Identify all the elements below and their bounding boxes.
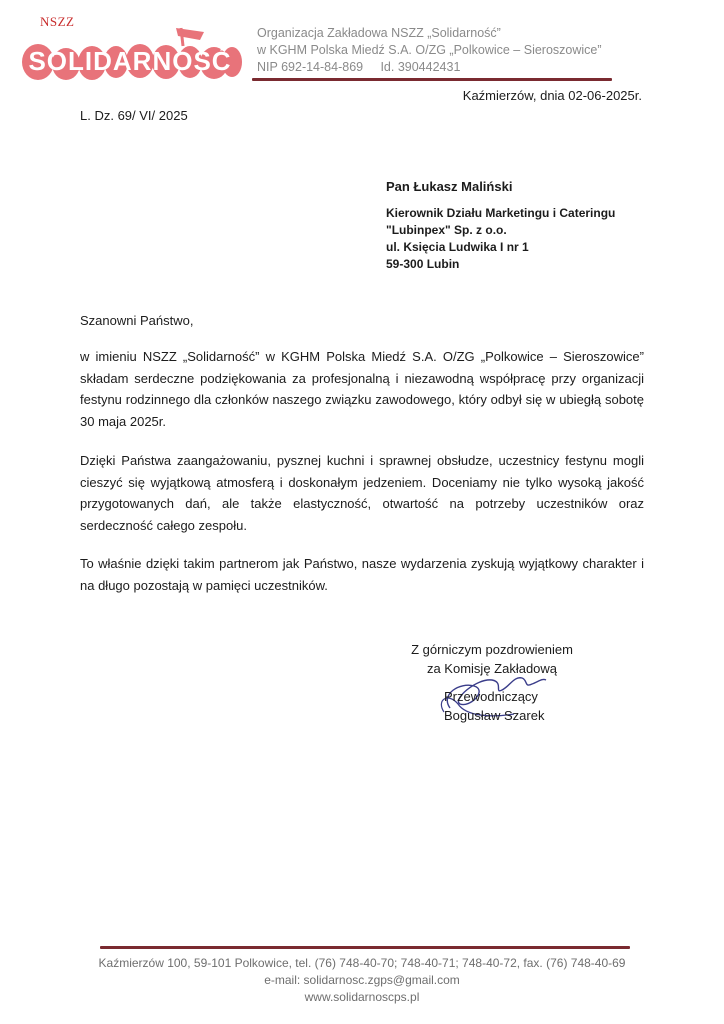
organization-info [257,25,602,76]
org-line: Organizacja Zakładowa NSZZ „Solidarność” [257,26,501,40]
signer-title: Przewodniczący [444,689,538,704]
org-line: w KGHM Polska Miedź S.A. O/ZG „Polkowice – Sieroszowice” [257,43,602,57]
footer-divider [100,946,630,949]
logo-nszz-text: NSZZ [40,14,75,29]
org-line: NIP 692-14-84-869 Id. 390442431 [257,60,461,74]
footer-email: e-mail: solidarnosc.zgps@gmail.com [264,973,460,987]
footer [0,955,724,1006]
reference-number: L. Dz. 69/ VI/ 2025 [80,108,188,123]
recipient-line: "Lubinpex" Sp. z o.o. [386,223,507,237]
closing-line: za Komisję Zakładową [426,661,558,676]
recipient-name: Pan Łukasz Maliński [386,179,513,194]
recipient-block [386,178,615,273]
header-divider [252,78,612,81]
signer-block [444,687,544,725]
solidarnosc-logo [18,24,243,86]
recipient-line: ul. Księcia Ludwika I nr 1 [386,240,529,254]
date-line: Kaźmierzów, dnia 02-06-2025r. [462,88,642,103]
svg-text:SOLIDARNOŚĆ: SOLIDARNOŚĆ [28,46,232,76]
body-paragraph: Dzięki Państwa zaangażowaniu, pysznej kuchni i sprawnej obsłudze, uczestnicy festynu mogli cieszyć się wyjątkową atmosferą i doskonałym jedzeniem. Doceniamy nie tylko wysoką jakość przygotowanych dań, ale także elastyczność, otwartość na potrzeby uczestników oraz serdeczność całego zespołu. [80,453,644,533]
signer-name: Bogusław Szarek [444,708,545,723]
closing-line: Z górniczym pozdrowieniem [411,642,573,657]
body-paragraph: w imieniu NSZZ „Solidarność” w KGHM Polska Miedź S.A. O/ZG „Polkowice – Sieroszowice” składam serdeczne podziękowania za profesjonalną i niezawodną współpracę przy organizacji festynu rodzinnego dla członków naszego związku zawodowego, który odbył się w ubiegłą sobotę 30 maja 2025r. [80,349,644,429]
footer-website: www.solidarnoscps.pl [304,990,420,1004]
salutation: Szanowni Państwo, [80,313,194,328]
recipient-line: 59-300 Lubin [386,257,460,271]
body-paragraph: To właśnie dzięki takim partnerom jak Państwo, nasze wydarzenia zyskują wyjątkowy charakter i na długo pozostają w pamięci uczestników. [80,556,644,593]
recipient-line: Kierownik Działu Marketingu i Cateringu [386,206,616,220]
footer-address: Kaźmierzów 100, 59-101 Polkowice, tel. (76) 748-40-70; 748-40-71; 748-40-72, fax. (76) 748-40-69 [98,956,626,970]
